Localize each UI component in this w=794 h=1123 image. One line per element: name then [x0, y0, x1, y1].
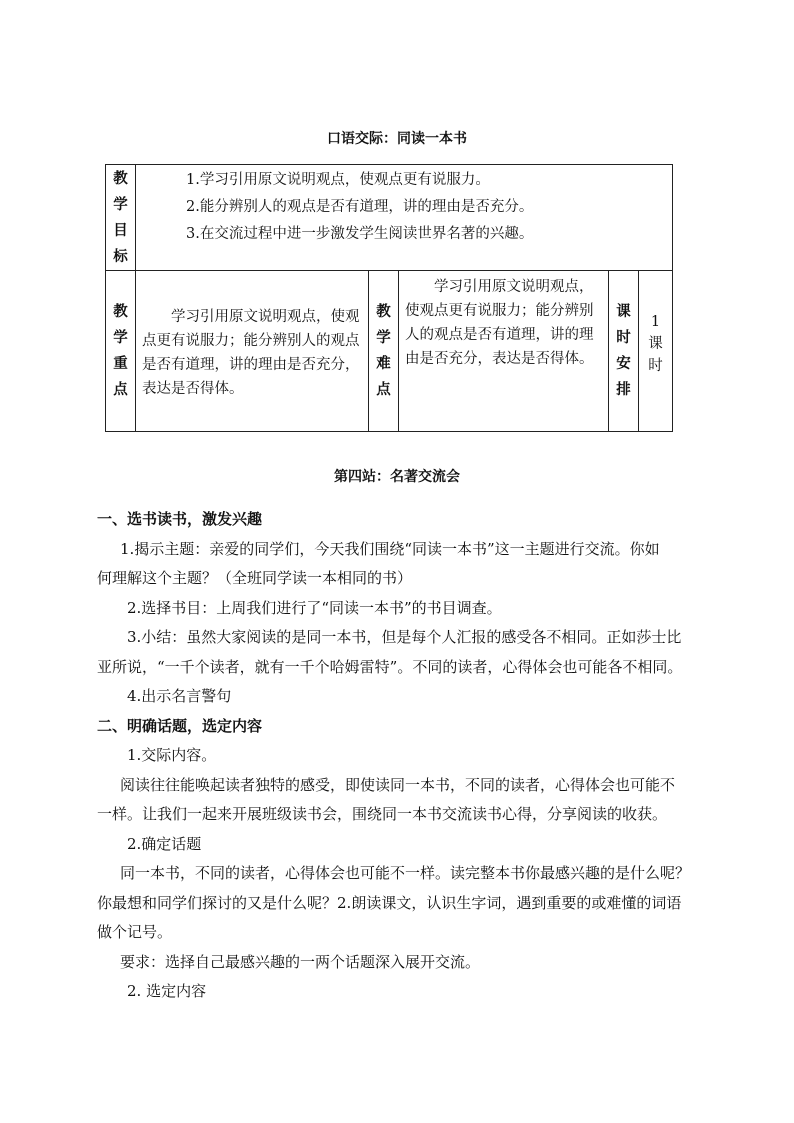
section-heading: 二、明确话题，选定内容 — [97, 716, 263, 735]
body-line: 同一本书，不同的读者，心得体会也可能不一样。读完整本书你最感兴趣的是什么呢？ — [120, 864, 691, 882]
goal-item: 1.学习引用原文说明观点，使观点更有说服力。 — [186, 172, 490, 188]
body-line: 做个记号。 — [97, 923, 173, 941]
label-char: 重 — [113, 355, 128, 372]
label-char: 学 — [113, 329, 128, 346]
body-line: 要求：选择自己最感兴趣的一两个话题深入展开交流。 — [120, 952, 481, 971]
label-char: 教 — [113, 169, 128, 187]
body-line: 3.小结：虽然大家阅读的是同一本书，但是每个人汇报的感受各不相同。正如莎士比 — [127, 628, 682, 646]
goals-row — [106, 165, 673, 271]
page-title: 口语交际：同读一本书 — [327, 131, 467, 147]
schedule-label — [609, 271, 639, 432]
label-char: 标 — [113, 247, 128, 265]
body-line: 你最想和同学们探讨的又是什么呢？2.朗读课文，认识生字词，遇到重要的或难懂的词语 — [97, 893, 682, 912]
goals-label — [106, 165, 136, 271]
label-char: 学 — [113, 195, 128, 213]
value-char: 时 — [648, 358, 663, 374]
body-line: 4.出示名言警句 — [127, 687, 232, 705]
label-char: 安 — [616, 355, 631, 372]
goals-content — [136, 165, 673, 271]
key-row — [106, 271, 673, 432]
label-char: 点 — [376, 381, 391, 398]
body-line: 2.选择书目：上周我们进行了“同读一本书”的书目调查。 — [127, 598, 502, 617]
label-char: 教 — [376, 303, 391, 320]
difficulty-content — [399, 271, 609, 432]
body-line: 一样。让我们一起来开展班级读书会，围绕同一本书交流读书心得，分享阅读的收获。 — [97, 805, 668, 823]
label-char: 难 — [376, 355, 391, 372]
label-char: 时 — [616, 329, 631, 346]
label-char: 排 — [616, 381, 631, 398]
value-char: 课 — [648, 336, 663, 352]
body-line: 2.确定话题 — [127, 834, 202, 853]
label-char: 教 — [113, 303, 128, 320]
difficulty-label — [369, 271, 399, 432]
goal-item: 2.能分辨别人的观点是否有道理，讲的理由是否充分。 — [186, 199, 534, 215]
body-line: 亚所说，“一千个读者，就有一千个哈姆雷特”。不同的读者，心得体会也可能各不相同。 — [97, 657, 683, 676]
label-char: 点 — [113, 381, 128, 398]
lesson-body — [97, 505, 697, 1007]
label-char: 学 — [376, 329, 391, 346]
difficulty-text: 学习引用原文说明观点，使观点更有说服力；能分辨别人的观点是否有道理，讲的理由是否充分，表达是否得体。 — [405, 279, 594, 367]
schedule-value — [639, 271, 673, 432]
value-char: 1 — [650, 314, 661, 330]
body-line: 1.交际内容。 — [127, 746, 217, 764]
key-content — [136, 271, 369, 432]
key-label — [106, 271, 136, 432]
body-line: 2. 选定内容 — [127, 982, 207, 1000]
lesson-plan-table — [105, 164, 673, 432]
section-heading: 一、选书读书，激发兴趣 — [97, 510, 263, 528]
station-title: 第四站：名著交流会 — [334, 469, 460, 485]
body-line: 何理解这个主题？（全班同学读一本相同的书） — [97, 569, 413, 587]
body-line: 1.揭示主题：亲爱的同学们，今天我们围绕“同读一本书”这一主题进行交流。你如 — [120, 539, 660, 558]
label-char: 课 — [616, 303, 631, 320]
body-line: 阅读往往能唤起读者独特的感受，即使读同一本书，不同的读者，心得体会也可能不 — [120, 775, 676, 794]
goal-item: 3.在交流过程中进一步激发学生阅读世界名著的兴趣。 — [186, 226, 534, 242]
label-char: 目 — [113, 221, 128, 239]
key-text: 学习引用原文说明观点，使观点更有说服力；能分辨别人的观点是否有道理，讲的理由是否充分，表达是否得体。 — [142, 309, 360, 397]
